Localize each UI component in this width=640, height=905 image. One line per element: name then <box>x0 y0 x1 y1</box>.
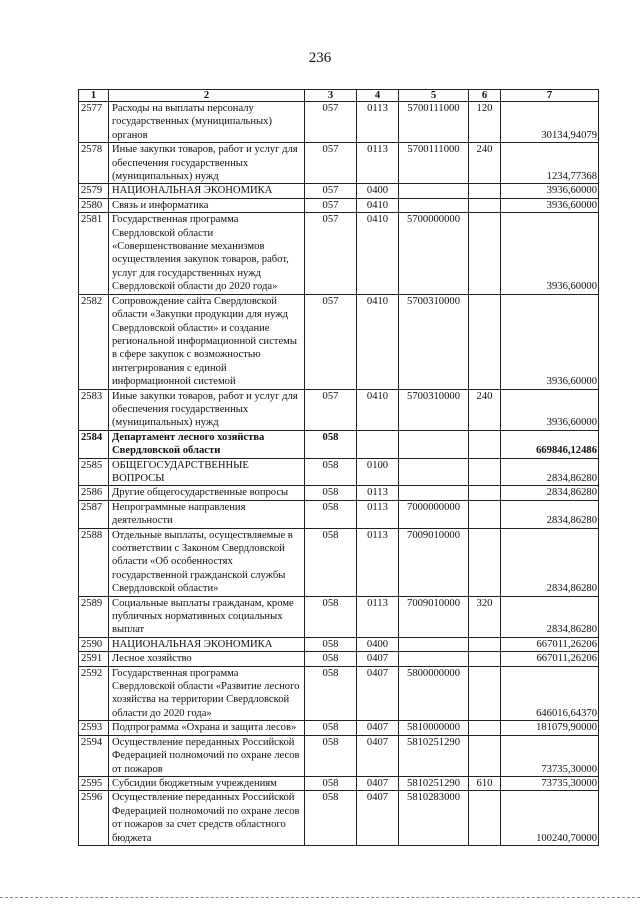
row-name: Отдельные выплаты, осуществляемые в соответствии с Законом Свердловской области «Об особенностях государственной гражданской службы Свердловской области» <box>109 528 305 596</box>
row-ministry-code: 058 <box>305 791 357 846</box>
row-number: 2582 <box>79 294 109 389</box>
row-sum: 3936,60000 <box>501 294 599 389</box>
row-expense-type <box>469 213 501 294</box>
row-sum: 646016,64370 <box>501 666 599 721</box>
row-sum: 2834,86280 <box>501 596 599 637</box>
row-target-code: 5700111000 <box>399 143 469 184</box>
row-sum: 2834,86280 <box>501 486 599 500</box>
row-target-code: 5810251290 <box>399 735 469 776</box>
table-row <box>79 735 599 776</box>
row-target-code: 5700310000 <box>399 389 469 430</box>
row-target-code <box>399 637 469 651</box>
row-sum: 3936,60000 <box>501 389 599 430</box>
row-expense-type <box>469 637 501 651</box>
row-section-code: 0113 <box>357 500 399 528</box>
row-number: 2587 <box>79 500 109 528</box>
row-expense-type <box>469 721 501 735</box>
row-sum: 667011,26206 <box>501 637 599 651</box>
row-sum: 100240,70000 <box>501 791 599 846</box>
header-col-4: 4 <box>357 90 399 102</box>
row-name: Департамент лесного хозяйства Свердловской области <box>109 430 305 458</box>
table-row <box>79 458 599 486</box>
row-section-code: 0407 <box>357 791 399 846</box>
row-name: Иные закупки товаров, работ и услуг для обеспечения государственных (муниципальных) нужд <box>109 389 305 430</box>
row-target-code: 7000000000 <box>399 500 469 528</box>
row-ministry-code: 058 <box>305 721 357 735</box>
row-sum: 73735,30000 <box>501 735 599 776</box>
table-row <box>79 143 599 184</box>
table-row <box>79 213 599 294</box>
row-ministry-code: 058 <box>305 486 357 500</box>
table-row <box>79 721 599 735</box>
header-col-6: 6 <box>469 90 501 102</box>
header-col-1: 1 <box>79 90 109 102</box>
table-row <box>79 294 599 389</box>
row-ministry-code: 057 <box>305 294 357 389</box>
row-target-code: 5810000000 <box>399 721 469 735</box>
row-target-code <box>399 430 469 458</box>
row-name: Субсидии бюджетным учреждениям <box>109 776 305 790</box>
row-section-code: 0113 <box>357 143 399 184</box>
row-number: 2596 <box>79 791 109 846</box>
table-row <box>79 486 599 500</box>
row-name: Лесное хозяйство <box>109 652 305 666</box>
row-target-code: 5810251290 <box>399 776 469 790</box>
row-ministry-code: 058 <box>305 652 357 666</box>
row-sum: 181079,90000 <box>501 721 599 735</box>
table-row <box>79 791 599 846</box>
row-expense-type <box>469 652 501 666</box>
row-ministry-code: 058 <box>305 666 357 721</box>
row-number: 2588 <box>79 528 109 596</box>
row-ministry-code: 058 <box>305 735 357 776</box>
page-number: 236 <box>308 50 332 66</box>
row-ministry-code: 058 <box>305 458 357 486</box>
row-ministry-code: 058 <box>305 430 357 458</box>
row-number: 2595 <box>79 776 109 790</box>
row-sum: 3936,60000 <box>501 198 599 212</box>
row-ministry-code: 058 <box>305 776 357 790</box>
row-name: Сопровождение сайта Свердловской области «Закупки продукции для нужд Свердловской области» и создание региональной информационной системы в сфере закупок с возможностью интегрирования с единой информационной системой <box>109 294 305 389</box>
row-expense-type <box>469 791 501 846</box>
row-sum: 2834,86280 <box>501 458 599 486</box>
row-number: 2585 <box>79 458 109 486</box>
budget-table <box>78 89 599 846</box>
row-sum: 667011,26206 <box>501 652 599 666</box>
row-target-code <box>399 184 469 198</box>
row-section-code: 0407 <box>357 666 399 721</box>
row-section-code: 0100 <box>357 458 399 486</box>
row-ministry-code: 057 <box>305 198 357 212</box>
header-col-3: 3 <box>305 90 357 102</box>
row-ministry-code: 058 <box>305 528 357 596</box>
row-name: Другие общегосударственные вопросы <box>109 486 305 500</box>
table-row <box>79 652 599 666</box>
row-name: Государственная программа Свердловской области «Развитие лесного хозяйства на территории Свердловской области до 2020 года» <box>109 666 305 721</box>
row-section-code: 0400 <box>357 637 399 651</box>
row-target-code <box>399 486 469 500</box>
row-ministry-code: 057 <box>305 102 357 143</box>
row-number: 2579 <box>79 184 109 198</box>
table-row <box>79 528 599 596</box>
row-number: 2586 <box>79 486 109 500</box>
row-sum: 3936,60000 <box>501 213 599 294</box>
row-expense-type: 240 <box>469 389 501 430</box>
page-edge-divider <box>0 897 640 899</box>
row-section-code: 0113 <box>357 486 399 500</box>
row-expense-type <box>469 198 501 212</box>
row-expense-type <box>469 458 501 486</box>
row-sum: 2834,86280 <box>501 528 599 596</box>
row-number: 2590 <box>79 637 109 651</box>
row-sum: 669846,12486 <box>501 430 599 458</box>
header-col-2: 2 <box>109 90 305 102</box>
table-row <box>79 102 599 143</box>
row-number: 2584 <box>79 430 109 458</box>
row-number: 2589 <box>79 596 109 637</box>
row-expense-type <box>469 500 501 528</box>
row-expense-type <box>469 528 501 596</box>
table-row <box>79 666 599 721</box>
table-row <box>79 389 599 430</box>
row-expense-type: 320 <box>469 596 501 637</box>
row-section-code: 0113 <box>357 596 399 637</box>
table-row <box>79 184 599 198</box>
row-target-code: 5810283000 <box>399 791 469 846</box>
row-target-code <box>399 652 469 666</box>
row-sum: 73735,30000 <box>501 776 599 790</box>
row-ministry-code: 058 <box>305 637 357 651</box>
row-name: Социальные выплаты гражданам, кроме публичных нормативных социальных выплат <box>109 596 305 637</box>
row-expense-type: 610 <box>469 776 501 790</box>
row-target-code: 7009010000 <box>399 596 469 637</box>
row-sum: 30134,94079 <box>501 102 599 143</box>
row-target-code: 7009010000 <box>399 528 469 596</box>
table-row <box>79 596 599 637</box>
row-ministry-code: 058 <box>305 500 357 528</box>
table-row <box>79 776 599 790</box>
row-section-code: 0407 <box>357 721 399 735</box>
row-name: Иные закупки товаров, работ и услуг для обеспечения государственных (муниципальных) нужд <box>109 143 305 184</box>
row-ministry-code: 057 <box>305 213 357 294</box>
row-name: ОБЩЕГОСУДАРСТВЕННЫЕ ВОПРОСЫ <box>109 458 305 486</box>
row-number: 2578 <box>79 143 109 184</box>
row-section-code: 0410 <box>357 389 399 430</box>
row-ministry-code: 057 <box>305 184 357 198</box>
table-row <box>79 198 599 212</box>
row-number: 2593 <box>79 721 109 735</box>
row-number: 2581 <box>79 213 109 294</box>
row-name: Осуществление переданных Российской Федерацией полномочий по охране лесов от пожаров за счет средств областного бюджета <box>109 791 305 846</box>
row-expense-type <box>469 666 501 721</box>
row-sum: 2834,86280 <box>501 500 599 528</box>
row-ministry-code: 057 <box>305 389 357 430</box>
row-target-code: 5700310000 <box>399 294 469 389</box>
row-number: 2594 <box>79 735 109 776</box>
row-number: 2580 <box>79 198 109 212</box>
row-section-code: 0410 <box>357 213 399 294</box>
row-expense-type: 120 <box>469 102 501 143</box>
header-col-7: 7 <box>501 90 599 102</box>
header-col-5: 5 <box>399 90 469 102</box>
row-target-code <box>399 458 469 486</box>
row-ministry-code: 058 <box>305 596 357 637</box>
row-target-code <box>399 198 469 212</box>
row-section-code: 0407 <box>357 735 399 776</box>
row-number: 2592 <box>79 666 109 721</box>
row-name: НАЦИОНАЛЬНАЯ ЭКОНОМИКА <box>109 184 305 198</box>
table-row <box>79 637 599 651</box>
row-expense-type: 240 <box>469 143 501 184</box>
row-section-code: 0113 <box>357 102 399 143</box>
row-name: Государственная программа Свердловской области «Совершенствование механизмов осуществления закупок товаров, работ, услуг для государственных нужд Свердловской области до 2020 года» <box>109 213 305 294</box>
row-name: Непрограммные направления деятельности <box>109 500 305 528</box>
row-expense-type <box>469 184 501 198</box>
row-ministry-code: 057 <box>305 143 357 184</box>
row-number: 2583 <box>79 389 109 430</box>
row-name: Расходы на выплаты персоналу государственных (муниципальных) органов <box>109 102 305 143</box>
row-sum: 3936,60000 <box>501 184 599 198</box>
row-name: Связь и информатика <box>109 198 305 212</box>
row-expense-type <box>469 294 501 389</box>
row-target-code: 5800000000 <box>399 666 469 721</box>
row-name: Подпрограмма «Охрана и защита лесов» <box>109 721 305 735</box>
row-sum: 1234,77368 <box>501 143 599 184</box>
row-number: 2577 <box>79 102 109 143</box>
header-row <box>79 90 599 102</box>
row-target-code: 5700111000 <box>399 102 469 143</box>
row-number: 2591 <box>79 652 109 666</box>
row-section-code: 0410 <box>357 294 399 389</box>
row-name: НАЦИОНАЛЬНАЯ ЭКОНОМИКА <box>109 637 305 651</box>
row-name: Осуществление переданных Российской Федерацией полномочий по охране лесов от пожаров <box>109 735 305 776</box>
row-expense-type <box>469 735 501 776</box>
row-section-code: 0407 <box>357 776 399 790</box>
row-section-code: 0407 <box>357 652 399 666</box>
table-row <box>79 430 599 458</box>
row-section-code <box>357 430 399 458</box>
row-target-code: 5700000000 <box>399 213 469 294</box>
row-expense-type <box>469 486 501 500</box>
row-section-code: 0400 <box>357 184 399 198</box>
table-row <box>79 500 599 528</box>
row-section-code: 0113 <box>357 528 399 596</box>
row-section-code: 0410 <box>357 198 399 212</box>
row-expense-type <box>469 430 501 458</box>
